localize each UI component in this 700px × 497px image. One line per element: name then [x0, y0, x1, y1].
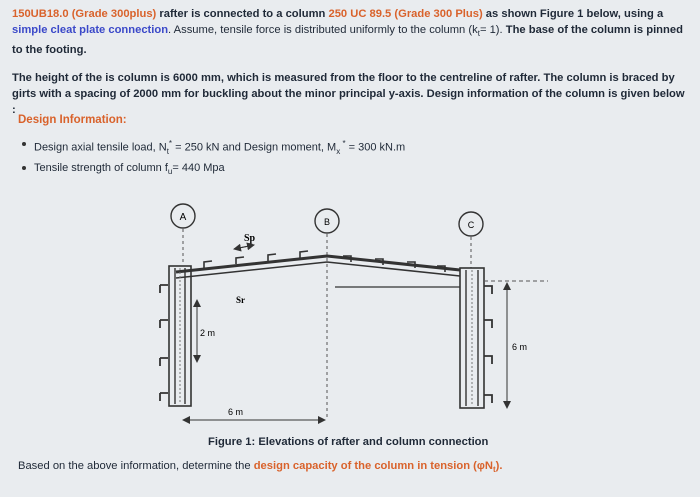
svg-text:C: C [467, 220, 475, 230]
figure-caption: Figure 1: Elevations of rafter and column connection [208, 436, 489, 448]
dimension-2m [197, 300, 215, 362]
rafter [176, 256, 460, 287]
list-item: Tensile strength of column $f_u= 440$ Mpa [22, 160, 405, 180]
gridline-a [171, 204, 195, 265]
column-a [160, 266, 191, 406]
svg-text:Sr: Sr [236, 295, 245, 305]
svg-text:6 m: 6 m [228, 407, 244, 417]
design-info-heading: Design Information: [18, 114, 127, 126]
question-prompt: Based on the above information, determine the design capacity of the column in tension $(\varphi N_t)$. [18, 460, 503, 475]
column-c [460, 268, 548, 408]
purlins [204, 251, 445, 272]
svg-text:Sp: Sp [244, 233, 256, 244]
gridline-c [459, 212, 483, 268]
svg-text:A: A [179, 212, 187, 223]
svg-text:B: B [323, 217, 331, 227]
rafter-spacing-sr [236, 295, 245, 305]
figure-reference: Figure 1 [539, 8, 584, 20]
problem-intro: 150UB18.0 (Grade 300plus) rafter is connected to a column 250 UC 89.5 (Grade 300 Plus) as shown Figure 1 below, using a simple cleat plate connection. Assume, tensile force is distributed uniformly to the column $(k_t= 1)$. The base of the column is pinned to the footing. [12, 8, 683, 57]
rafter-designation: 150UB18.0 (Grade 300plus) [12, 8, 157, 20]
connection-type: simple cleat plate connection [12, 24, 169, 36]
dimension-6m-right [507, 283, 527, 408]
column-description: The height of the is column is 6000 mm, which is measured from the floor to the centreline of rafter. The column is braced by girts with a spacing of 2000 mm for buckling about the minor principal y-axis. Design information of the column is given below : [12, 72, 685, 116]
list-item: Design axial tensile load, $N_t^* = 250$ kN and Design moment, $M_x$ * = 300 kN.m [22, 136, 405, 160]
svg-text:2 m: 2 m [200, 328, 216, 338]
gridline-b [315, 209, 339, 420]
purlin-spacing-sp [234, 233, 256, 249]
column-designation: 250 UC 89.5 (Grade 300 Plus) [328, 8, 483, 20]
svg-text:6 m: 6 m [512, 342, 528, 352]
dimension-6m-bottom [183, 407, 325, 420]
